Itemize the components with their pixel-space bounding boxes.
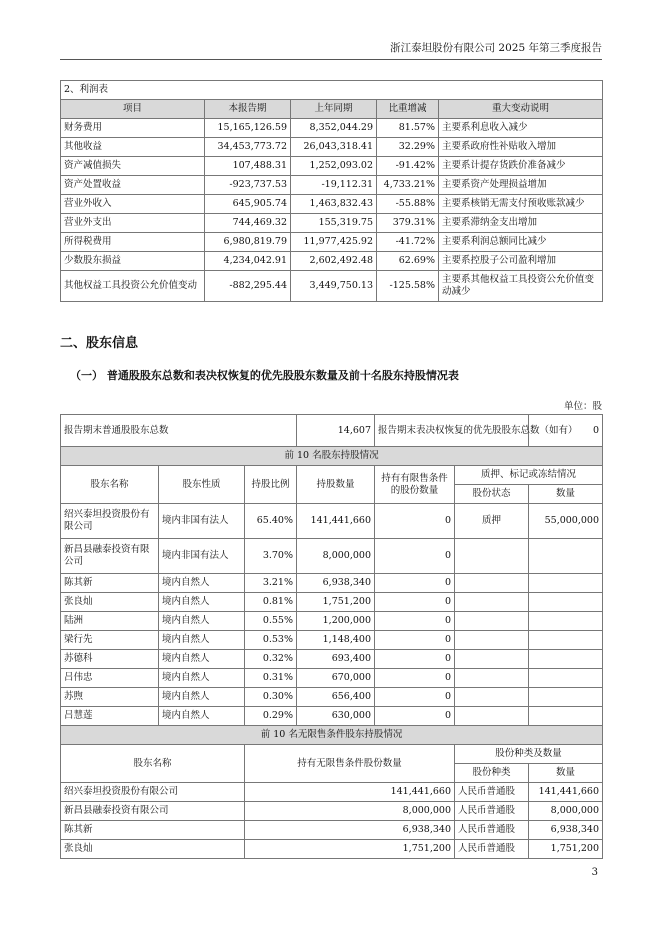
holder-nature-cell: 境内自然人 [159, 669, 245, 688]
item-cell: 财务费用 [61, 119, 205, 138]
unres-qty-cell: 8,000,000 [245, 802, 455, 821]
top10-header-ratio: 持股比例 [245, 466, 297, 504]
holder-qty-cell: 1,751,200 [297, 593, 375, 612]
col-header-prior: 上年同期 [291, 100, 377, 119]
current-cell: 34,453,773.72 [205, 138, 291, 157]
table-row [61, 176, 603, 195]
holder-qty-cell: 1,200,000 [297, 612, 375, 631]
unres-name-cell: 绍兴泰坦投资股份有限公司 [61, 783, 245, 802]
holder-status-cell [455, 707, 529, 726]
profit-table [60, 80, 603, 302]
change-cell: -41.72% [377, 233, 439, 252]
top10-header-name: 股东名称 [61, 466, 159, 504]
holder-count-cell [529, 574, 603, 593]
unres-count-cell: 6,938,340 [529, 821, 603, 840]
table-row [61, 593, 603, 612]
unres-header-kind-group: 股份种类及数量 [455, 745, 603, 764]
holder-ratio-cell: 65.40% [245, 504, 297, 539]
table-row [61, 669, 603, 688]
holder-nature-cell: 境内自然人 [159, 574, 245, 593]
top10-title: 前 10 名股东持股情况 [61, 447, 603, 466]
holder-status-cell [455, 669, 529, 688]
holder-restricted-cell: 0 [375, 707, 455, 726]
top10-header-status: 股份状态 [455, 485, 529, 504]
unres-kind-cell: 人民币普通股 [455, 821, 529, 840]
prior-cell: 155,319.75 [291, 214, 377, 233]
profit-table-caption: 2、利润表 [61, 81, 603, 100]
table-row [61, 195, 603, 214]
holder-qty-cell: 670,000 [297, 669, 375, 688]
holder-nature-cell: 境内非国有法人 [159, 539, 245, 574]
unres-count-cell: 1,751,200 [529, 840, 603, 859]
item-cell: 营业外收入 [61, 195, 205, 214]
item-cell: 资产减值损失 [61, 157, 205, 176]
unres-count-cell: 8,000,000 [529, 802, 603, 821]
holder-count-cell [529, 650, 603, 669]
holder-name-cell: 苏煦 [61, 688, 159, 707]
prior-cell: 1,463,832.43 [291, 195, 377, 214]
holder-count-cell [529, 707, 603, 726]
table-row [61, 233, 603, 252]
holder-ratio-cell: 3.21% [245, 574, 297, 593]
holder-qty-cell: 6,938,340 [297, 574, 375, 593]
holder-restricted-cell: 0 [375, 593, 455, 612]
table-row [61, 802, 603, 821]
unres-qty-cell: 6,938,340 [245, 821, 455, 840]
table-row [61, 783, 603, 802]
holder-status-cell [455, 631, 529, 650]
item-cell: 其他收益 [61, 138, 205, 157]
holder-qty-cell: 1,148,400 [297, 631, 375, 650]
holder-nature-cell: 境内非国有法人 [159, 504, 245, 539]
current-cell: 645,905.74 [205, 195, 291, 214]
holder-nature-cell: 境内自然人 [159, 612, 245, 631]
holder-ratio-cell: 0.30% [245, 688, 297, 707]
current-cell: 15,165,126.59 [205, 119, 291, 138]
col-header-change: 比重增减 [377, 100, 439, 119]
unres-title: 前 10 名无限售条件股东持股情况 [61, 726, 603, 745]
shareholder-table [60, 414, 603, 859]
item-cell: 少数股东损益 [61, 252, 205, 271]
holder-status-cell [455, 612, 529, 631]
holder-status-cell [455, 688, 529, 707]
unres-header-kind: 股份种类 [455, 764, 529, 783]
section-title: 二、股东信息 [60, 336, 139, 351]
holder-restricted-cell: 0 [375, 612, 455, 631]
unres-name-cell: 张良灿 [61, 840, 245, 859]
current-cell: -923,737.53 [205, 176, 291, 195]
holder-restricted-cell: 0 [375, 669, 455, 688]
table-row [61, 138, 603, 157]
pref-shareholders-value: 0 [529, 415, 603, 447]
unres-header-count: 数量 [529, 764, 603, 783]
current-cell: 744,469.32 [205, 214, 291, 233]
table-row [61, 214, 603, 233]
report-header: 浙江泰坦股份有限公司 2025 年第三季度报告 [60, 40, 602, 60]
current-cell: -882,295.44 [205, 271, 291, 302]
holder-qty-cell: 693,400 [297, 650, 375, 669]
explanation-cell: 主要系其他权益工具投资公允价值变动减少 [439, 271, 603, 302]
current-cell: 6,980,819.79 [205, 233, 291, 252]
explanation-cell: 主要系利润总额同比减少 [439, 233, 603, 252]
unres-header-qty: 持有无限售条件股份数量 [245, 745, 455, 783]
holder-ratio-cell: 0.81% [245, 593, 297, 612]
change-cell: 81.57% [377, 119, 439, 138]
change-cell: -91.42% [377, 157, 439, 176]
holder-qty-cell: 656,400 [297, 688, 375, 707]
holder-status-cell [455, 593, 529, 612]
table-row [61, 252, 603, 271]
holder-restricted-cell: 0 [375, 504, 455, 539]
holder-name-cell: 苏德科 [61, 650, 159, 669]
table-row [61, 539, 603, 574]
holder-count-cell [529, 593, 603, 612]
table-row [61, 119, 603, 138]
prior-cell: 3,449,750.13 [291, 271, 377, 302]
item-cell: 营业外支出 [61, 214, 205, 233]
table-row [61, 840, 603, 859]
holder-qty-cell: 8,000,000 [297, 539, 375, 574]
holder-restricted-cell: 0 [375, 539, 455, 574]
holder-ratio-cell: 3.70% [245, 539, 297, 574]
unres-header-name: 股东名称 [61, 745, 245, 783]
holder-status-cell [455, 650, 529, 669]
change-cell: -125.58% [377, 271, 439, 302]
prior-cell: -19,112.31 [291, 176, 377, 195]
holder-restricted-cell: 0 [375, 574, 455, 593]
change-cell: -55.88% [377, 195, 439, 214]
holder-nature-cell: 境内自然人 [159, 593, 245, 612]
change-cell: 62.69% [377, 252, 439, 271]
unres-kind-cell: 人民币普通股 [455, 783, 529, 802]
top10-header-qty: 持股数量 [297, 466, 375, 504]
current-cell: 107,488.31 [205, 157, 291, 176]
holder-restricted-cell: 0 [375, 631, 455, 650]
holder-nature-cell: 境内自然人 [159, 631, 245, 650]
holder-restricted-cell: 0 [375, 650, 455, 669]
col-header-current: 本报告期 [205, 100, 291, 119]
section-subtitle: （一） 普通股股东总数和表决权恢复的优先股股东数量及前十名股东持股情况表 [70, 369, 459, 382]
unres-name-cell: 新昌县融泰投资有限公司 [61, 802, 245, 821]
prior-cell: 8,352,044.29 [291, 119, 377, 138]
prior-cell: 2,602,492.48 [291, 252, 377, 271]
unres-count-cell: 141,441,660 [529, 783, 603, 802]
table-row [61, 707, 603, 726]
item-cell: 所得税费用 [61, 233, 205, 252]
unres-qty-cell: 141,441,660 [245, 783, 455, 802]
holder-qty-cell: 630,000 [297, 707, 375, 726]
holder-nature-cell: 境内自然人 [159, 707, 245, 726]
table-row [61, 821, 603, 840]
table-row [61, 504, 603, 539]
holder-name-cell: 吕慧莲 [61, 707, 159, 726]
current-cell: 4,234,042.91 [205, 252, 291, 271]
holder-ratio-cell: 0.29% [245, 707, 297, 726]
explanation-cell: 主要系核销无需支付预收账款减少 [439, 195, 603, 214]
unit-label: 单位：股 [563, 401, 602, 412]
top10-header-restricted: 持有有限售条件的股份数量 [375, 466, 455, 504]
holder-ratio-cell: 0.31% [245, 669, 297, 688]
explanation-cell: 主要系资产处理损益增加 [439, 176, 603, 195]
holder-name-cell: 张良灿 [61, 593, 159, 612]
holder-name-cell: 梁行先 [61, 631, 159, 650]
table-row [61, 157, 603, 176]
table-row [61, 631, 603, 650]
total-shareholders-value: 14,607 [297, 415, 375, 447]
explanation-cell: 主要系控股子公司盈利增加 [439, 252, 603, 271]
holder-status-cell [455, 574, 529, 593]
holder-qty-cell: 141,441,660 [297, 504, 375, 539]
prior-cell: 11,977,425.92 [291, 233, 377, 252]
explanation-cell: 主要系利息收入减少 [439, 119, 603, 138]
total-shareholders-label: 报告期末普通股股东总数 [61, 415, 297, 447]
holder-count-cell: 55,000,000 [529, 504, 603, 539]
page-number: 3 [591, 867, 598, 878]
holder-ratio-cell: 0.53% [245, 631, 297, 650]
table-row [61, 650, 603, 669]
item-cell: 资产处置收益 [61, 176, 205, 195]
top10-header-nature: 股东性质 [159, 466, 245, 504]
col-header-item: 项目 [61, 100, 205, 119]
top10-header-pledge: 质押、标记或冻结情况 [455, 466, 603, 485]
holder-ratio-cell: 0.32% [245, 650, 297, 669]
table-row [61, 612, 603, 631]
table-row [61, 688, 603, 707]
prior-cell: 1,252,093.02 [291, 157, 377, 176]
holder-count-cell [529, 688, 603, 707]
holder-status-cell [455, 539, 529, 574]
unres-kind-cell: 人民币普通股 [455, 802, 529, 821]
holder-restricted-cell: 0 [375, 688, 455, 707]
unres-kind-cell: 人民币普通股 [455, 840, 529, 859]
change-cell: 4,733.21% [377, 176, 439, 195]
explanation-cell: 主要系政府性补贴收入增加 [439, 138, 603, 157]
holder-name-cell: 陆洲 [61, 612, 159, 631]
change-cell: 379.31% [377, 214, 439, 233]
holder-name-cell: 陈其新 [61, 574, 159, 593]
holder-count-cell [529, 539, 603, 574]
explanation-cell: 主要系计提存货跌价准备减少 [439, 157, 603, 176]
holder-status-cell: 质押 [455, 504, 529, 539]
pref-shareholders-label: 报告期末表决权恢复的优先股股东总数（如有） [375, 415, 529, 447]
prior-cell: 26,043,318.41 [291, 138, 377, 157]
col-header-explanation: 重大变动说明 [439, 100, 603, 119]
holder-nature-cell: 境内自然人 [159, 688, 245, 707]
table-row [61, 574, 603, 593]
holder-count-cell [529, 612, 603, 631]
unres-name-cell: 陈其新 [61, 821, 245, 840]
item-cell: 其他权益工具投资公允价值变动 [61, 271, 205, 302]
table-row [61, 271, 603, 302]
top10-header-count: 数量 [529, 485, 603, 504]
change-cell: 32.29% [377, 138, 439, 157]
holder-ratio-cell: 0.55% [245, 612, 297, 631]
holder-name-cell: 吕伟忠 [61, 669, 159, 688]
holder-nature-cell: 境内自然人 [159, 650, 245, 669]
explanation-cell: 主要系滞纳金支出增加 [439, 214, 603, 233]
unres-qty-cell: 1,751,200 [245, 840, 455, 859]
holder-count-cell [529, 669, 603, 688]
holder-count-cell [529, 631, 603, 650]
holder-name-cell: 绍兴泰坦投资股份有限公司 [61, 504, 159, 539]
holder-name-cell: 新昌县融泰投资有限公司 [61, 539, 159, 574]
